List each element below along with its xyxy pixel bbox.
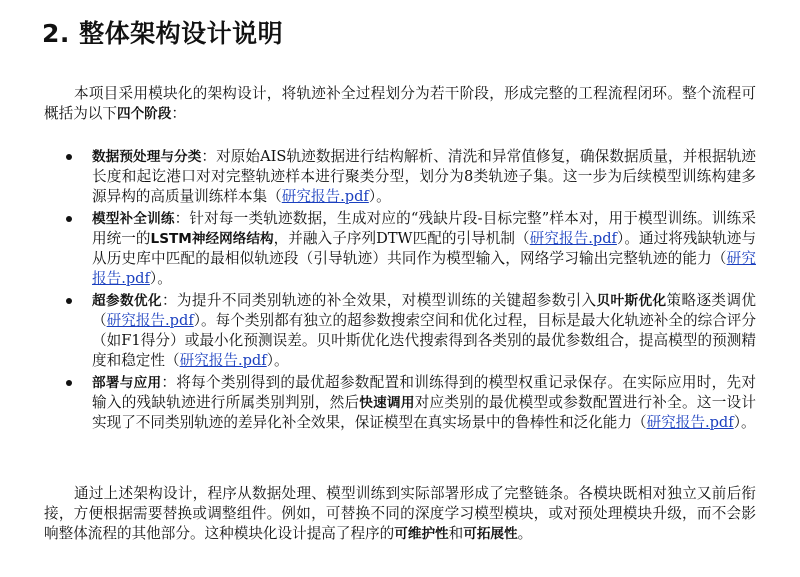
report-link[interactable]: 研究报告.pdf [92,250,756,287]
summary-paragraph [44,484,756,544]
phase-title: 模型补全训练 [92,211,175,227]
section-heading: 2. 整体架构设计说明 [42,19,284,48]
intro-text: 本项目采用模块化的架构设计，将轨迹补全过程划分为若干阶段，形成完整的工程流程闭环。整个流程可概括为以下 [44,85,756,122]
report-link[interactable]: 研究报告.pdf [529,230,617,247]
phase-text: ）。 [368,188,391,205]
summary-text-end: 。 [517,525,533,542]
phase-bold: 快速调用 [359,395,415,411]
phase-text: ）。 [149,270,172,287]
phase-text: 策略逐类调优（ [92,292,756,329]
summary-text: 通过上述架构设计，程序从数据处理、模型训练到实际部署形成了完整链条。各模块既相对独立又前后衔接，方便根据需要替换或调整组件。例如，可替换不同的深度学习模型模块，或对预处理模块升级，而不会影响整体流程的其他部分。这种模块化设计提高了程序的 [44,485,756,542]
phase-text: ：对原始AIS轨迹数据进行结构解析、清洗和异常值修复，确保数据质量，并根据轨迹长度和起讫港口对对完整轨迹样本进行聚类分型，划分为8类轨迹子集。这一步为后续模型训练构建多源异构的高质量训练样本集（ [92,148,757,205]
report-link[interactable]: 研究报告.pdf [179,352,267,369]
bullet-dot [66,154,72,160]
intro-bold: 四个阶段 [116,106,172,122]
list-item-deploy [92,373,756,433]
phase-text: ）。每个类别都有独立的超参数搜索空间和优化过程，目标是最大化轨迹补全的综合评分（如F1得分）或最小化预测误差。贝叶斯优化迭代搜索得到各类别的最优参数组合，提高模型的预测精度和稳定性（ [92,312,756,369]
list-item-preprocess [92,147,756,207]
list-item-training [92,209,756,289]
summary-bold: 可拓展性 [463,526,518,542]
list-item-hyperparam [92,291,756,371]
bullet-dot [66,380,72,386]
phase-text: 对应类别的最优模型或参数配置进行补全。这一设计实现了不同类别轨迹的差异化补全效果，保证模型在真实场景中的鲁棒性和泛化能力（ [92,394,756,431]
phase-bold: 贝叶斯优化 [596,293,667,309]
phase-text: ）。 [266,352,289,369]
phase-text: ）。 [733,414,756,431]
phase-list [92,147,756,435]
bullet-dot [66,216,72,222]
report-link[interactable]: 研究报告.pdf [106,312,194,329]
report-link[interactable]: 研究报告.pdf [646,414,734,431]
phase-text: ，并融入子序列DTW匹配的引导机制（ [273,230,530,247]
phase-text: ：针对每一类轨迹数据，生成对应的“残缺片段-目标完整”样本对，用于模型训练。训练采用统一的 [92,210,756,247]
phase-title: 数据预处理与分类 [92,149,202,165]
summary-text: 和 [448,525,464,542]
phase-title: 部署与应用 [92,375,162,391]
phase-title: 超参数优化 [92,293,162,309]
phase-text: ：为提升不同类别轨迹的补全效果，对模型训练的关键超参数引入 [161,292,597,309]
bullet-dot [66,298,72,304]
phase-text: ）。通过将残缺轨迹与从历史库中匹配的最相似轨迹段（引导轨迹）共同作为模型输入，网络学习输出完整轨迹的能力（ [92,230,756,267]
intro-text-end: ： [171,105,186,122]
phase-bold: LSTM神经网络结构 [150,231,274,247]
summary-bold: 可维护性 [394,526,449,542]
intro-paragraph [44,84,756,124]
phase-text: ：将每个类别得到的最优超参数配置和训练得到的模型权重记录保存。在实际应用时，先对输入的残缺轨迹进行所属类别判别，然后 [92,374,757,411]
report-link[interactable]: 研究报告.pdf [281,188,369,205]
